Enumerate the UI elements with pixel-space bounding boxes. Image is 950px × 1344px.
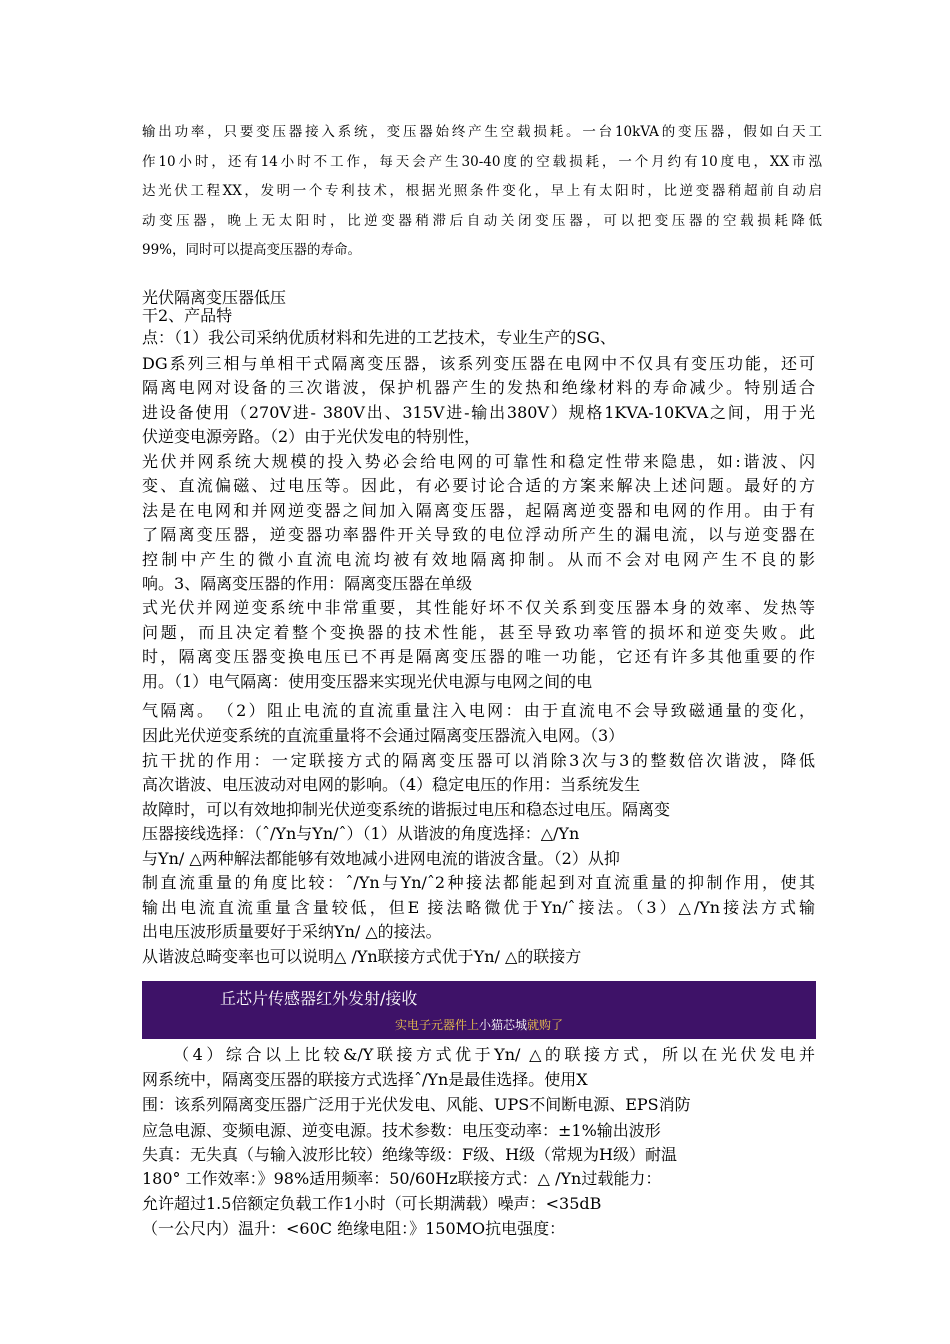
text-line: 作10小时，还有14小时不工作，每天会产生30-40度的空载损耗，一个月约有10度电，XX市泓 <box>142 153 822 170</box>
text-line: 从谐波总畸变率也可以说明△ /Yn联接方式优于Yn/ △的联接方 <box>142 947 582 966</box>
text-line: 输出电流直流重量含量较低，但E 接法略微优于Yn/ˆ接法。（3）△/Yn接法方式输 <box>142 898 815 917</box>
text-line: 失真：无失真（与输入波形比较）绝缘等级：F级、H级（常规为H级）耐温 <box>142 1145 678 1164</box>
text-line: 时，隔离变压器变换电压已不再是隔离变压器的唯一功能，它还有许多其他重要的作 <box>142 647 815 666</box>
text-line: 出电压波形质量要好于采纳Yn/ △的接法。 <box>142 922 442 941</box>
text-line: 允许超过1.5倍额定负载工作1小时（可长期满载）噪声：<35dB <box>142 1194 602 1213</box>
text-line: 应急电源、变频电源、逆变电源。技术参数：电压变动率：±1%输出波形 <box>142 1121 661 1140</box>
text-line: 因此光伏逆变系统的直流重量将不会通过隔离变压器流入电网。（3） <box>142 726 625 745</box>
text-line: 响。3、隔离变压器的作用：隔离变压器在单级 <box>142 574 473 593</box>
ad-subtitle-text: 实电子元器件上 <box>394 1018 479 1032</box>
text-line: 伏逆变电源旁路。（2）由于光伏发电的特别性， <box>142 427 481 446</box>
text-line: 抗干扰的作用：一定联接方式的隔离变压器可以消除3次与3的整数倍次谐波，降低 <box>142 751 815 770</box>
text-line: 式光伏并网逆变系统中非常重要，其性能好坏不仅关系到变压器本身的效率、发热等 <box>142 598 815 617</box>
text-line: 变、直流偏磁、过电压等。因此，有必要讨论合适的方案来解决上述问题。最好的方 <box>142 476 815 495</box>
text-line: 进设备使用（270V进- 380V出、315V进-输出380V）规格1KVA-10KVA之间，用于光 <box>142 403 815 422</box>
text-line: 达光伏工程XX，发明一个专利技术，根据光照条件变化，早上有太阳时，比逆变器稍超前自动启 <box>142 183 822 199</box>
text-line: 网系统中，隔离变压器的联接方式选择ˆ/Yn是最佳选择。使用X <box>142 1070 588 1089</box>
text-line: 与Yn/ △两种解法都能够有效地减小进网电流的谐波含量。（2）从抑 <box>142 849 620 868</box>
text-line: 用。（1）电气隔离：使用变压器来实现光伏电源与电网之间的电 <box>142 672 593 691</box>
ad-banner-title: 丘芯片传感器红外发射/接收 <box>220 989 418 1008</box>
text-line: 光伏并网系统大规模的投入势必会给电网的可靠性和稳定性带来隐患，如:谐波、闪 <box>142 452 815 471</box>
text-line: 干2、产品特 <box>142 306 233 325</box>
text-line: 隔离电网对设备的三次谐波，保护机器产生的发热和绝缘材料的寿命减少。特别适合 <box>142 378 815 397</box>
text-line: 99%，同时可以提高变压器的寿命。 <box>142 242 362 258</box>
ad-subtitle-text: 就购了 <box>527 1018 564 1032</box>
intro-paragraph <box>142 118 822 266</box>
text-line: DG系列三相与单相干式隔离变压器，该系列变压器在电网中不仅具有变压功能，还可 <box>142 354 815 373</box>
section-heading: 光伏隔离变压器低压 <box>142 288 287 307</box>
text-line: （4）综合以上比较&/Y联接方式优于Yn/ △的联接方式，所以在光伏发电并 <box>142 1045 815 1064</box>
text-line: 制直流重量的角度比较：ˆ/Yn与Yn/ˆ2种接法都能起到对直流重量的抑制作用，使其 <box>142 873 815 892</box>
text-line: 输出功率，只要变压器接入系统，变压器始终产生空载损耗。一台10kVA的变压器，假如白天工 <box>142 124 822 140</box>
text-line: 问题，而且决定着整个变换器的技术性能，甚至导致功率管的损坏和逆变失败。此 <box>142 623 815 642</box>
text-line: 控制中产生的微小直流电流均被有效地隔离抑制。从而不会对电网产生不良的影 <box>142 550 815 569</box>
ad-banner[interactable] <box>142 981 816 1039</box>
ad-brand-name: 小猫芯城 <box>478 1018 527 1032</box>
text-line: 法是在电网和并网逆变器之间加入隔离变压器，起隔离逆变器和电网的作用。由于有 <box>142 501 815 520</box>
text-line: 动变压器，晚上无太阳时，比逆变器稍滞后自动关闭变压器，可以把变压器的空载损耗降低 <box>142 212 822 229</box>
text-line: 围：该系列隔离变压器广泛用于光伏发电、风能、UPS不间断电源、EPS消防 <box>142 1095 691 1114</box>
text-line: 故障时，可以有效地抑制光伏逆变系统的谐振过电压和稳态过电压。隔离变 <box>142 800 671 819</box>
text-line: 了隔离变压器，逆变器功率器件开关导致的电位浮动所产生的漏电流，以与逆变器在 <box>142 525 815 544</box>
text-line: （一公尺内）温升：<60C 绝缘电阻：》150MO抗电强度： <box>142 1219 566 1238</box>
text-line: 高次谐波、电压波动对电网的影响。（4）稳定电压的作用：当系统发生 <box>142 775 641 794</box>
text-line: 气隔离。 （2）阻止电流的直流重量注入电网：由于直流电不会导致磁通量的变化， <box>142 701 815 720</box>
text-line: 压器接线选择：（ˆ/Yn与Yn/ˆ）（1）从谐波的角度选择：△/Yn <box>142 824 580 843</box>
text-line: 点：（1）我公司采纳优质材料和先进的工艺技术，专业生产的SG、 <box>142 328 616 347</box>
text-line: 180° 工作效率：》98%适用频率：50/60Hz联接方式：△ /Yn过载能力： <box>142 1169 662 1188</box>
ad-banner-subtitle <box>142 1017 816 1033</box>
